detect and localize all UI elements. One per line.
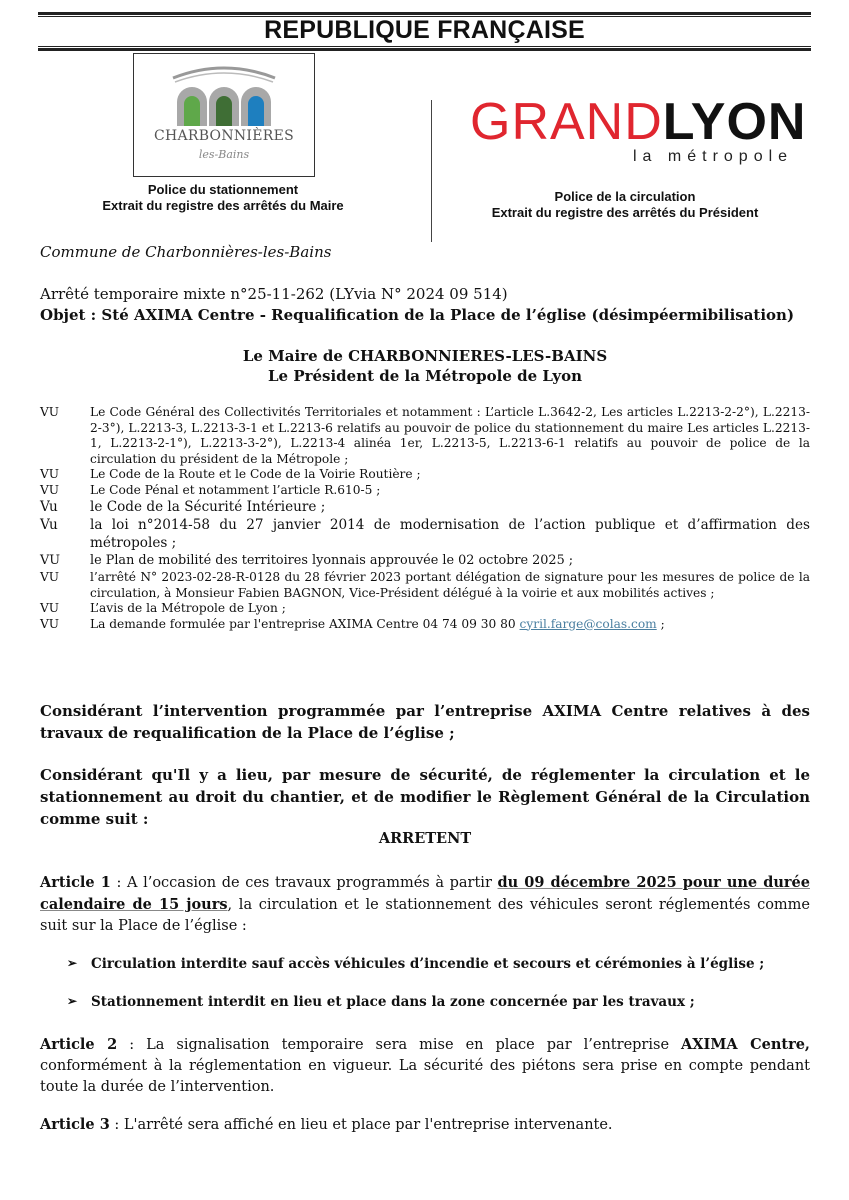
vu-text-suffix: ; bbox=[656, 616, 665, 631]
vu-key: VU bbox=[40, 467, 60, 481]
caption-line: Extrait du registre des arrêtés du Maire bbox=[102, 198, 344, 213]
arrete-number: Arrêté temporaire mixte n°25-11-262 (LYvia N° 2024 09 514) bbox=[40, 285, 508, 303]
vu-list bbox=[40, 405, 810, 632]
arrow-bullet-icon: ➢ bbox=[67, 956, 78, 970]
vu-text: le Plan de mobilité des territoires lyonnais approuvée le 02 octobre 2025 ; bbox=[90, 553, 574, 568]
vu-item bbox=[40, 516, 810, 552]
charbonnieres-logo-name: CHARBONNIÈRES bbox=[153, 128, 295, 144]
vu-item bbox=[40, 467, 810, 483]
article-1 bbox=[40, 872, 810, 937]
vu-text-main: La demande formulée par l'entreprise AXIMA Centre 04 74 09 30 80 bbox=[90, 616, 520, 631]
vu-item bbox=[40, 570, 810, 601]
vu-item bbox=[40, 617, 810, 633]
article-3 bbox=[40, 1114, 810, 1136]
vu-text bbox=[90, 617, 810, 633]
commune-label: Commune de Charbonnières-les-Bains bbox=[40, 243, 332, 261]
logo-divider bbox=[431, 100, 432, 242]
arrow-bullet-icon: ➢ bbox=[67, 994, 78, 1008]
grandlyon-logo bbox=[470, 92, 806, 152]
article-2-rest: conformément à la réglementation en vigueur. La sécurité des piétons sera prise en compte pendant toute la durée de l’intervention. bbox=[40, 1058, 810, 1095]
article-3-text: : L'arrêté sera affiché en lieu et place par l'entreprise intervenante. bbox=[109, 1117, 613, 1133]
vu-key: VU bbox=[40, 482, 60, 497]
grandlyon-logo-lyon: LYON bbox=[662, 93, 807, 151]
vu-key: VU bbox=[40, 570, 60, 584]
republique-francaise-title: REPUBLIQUE FRANÇAISE bbox=[264, 16, 585, 44]
article-3-label: Article 3 bbox=[40, 1116, 110, 1133]
caption-line: Extrait du registre des arrêtés du Président bbox=[491, 205, 759, 220]
vu-text: Le Code de la Route et le Code de la Voirie Routière ; bbox=[90, 467, 421, 481]
objet-line: Objet : Sté AXIMA Centre - Requalification de la Place de l’église (désimpéermibilisation) bbox=[40, 306, 795, 324]
vu-key: VU bbox=[40, 601, 60, 615]
grandlyon-logo-grand: GRAND bbox=[470, 93, 663, 151]
article-1-label: Article 1 bbox=[40, 874, 111, 891]
grandlyon-logo-subtitle: la métropole bbox=[633, 148, 794, 165]
article-2-label: Article 2 bbox=[40, 1036, 118, 1053]
vu-text: Le Code Général des Collectivités Territoriales et notamment : L’article L.3642-2, Les articles L.2213-2-2°), L.2213-2-3°), L.2213-3, L.2213-3-1 et L.2213-6 relatifs au pouvoir de police du stationnement du maire Les articles L.2213-1, L.2213-2-1°), L.2213-3-2°), L.2213-4 alinéa 1er, L.2213-5, L.2213-6-1 relatifs au pouvoir de police de la circulation du président de la Métropole ; bbox=[90, 405, 810, 466]
article-1-rest: , la circulation et le stationnement des véhicules seront réglementés comme suit sur la Place de l’église : bbox=[40, 897, 811, 934]
vu-text: L’avis de la Métropole de Lyon ; bbox=[90, 601, 286, 615]
vu-text: le Code de la Sécurité Intérieure ; bbox=[90, 499, 326, 515]
police-circulation-caption bbox=[460, 189, 790, 221]
title-rule bbox=[38, 48, 811, 51]
vu-text: la loi n°2014-58 du 27 janvier 2014 de modernisation de l’action publique et d’affirmation des métropoles ; bbox=[90, 517, 810, 551]
vu-item bbox=[40, 405, 810, 467]
vu-text: Le Code Pénal et notamment l’article R.610-5 ; bbox=[90, 482, 381, 497]
article-1-bullet bbox=[67, 994, 695, 1010]
title-rule-thin bbox=[38, 46, 811, 47]
vu-item bbox=[40, 601, 810, 617]
vu-text: l’arrêté N° 2023-02-28-R-0128 du 28 février 2023 portant délégation de signature pour les mesures de police de la circulation, à Monsieur Fabien BAGNON, Vice-Président délégué à la voirie et aux mobilités actives ; bbox=[90, 570, 810, 600]
article-2-intro: : La signalisation temporaire sera mise en place par l’entreprise bbox=[117, 1037, 682, 1053]
vu-item bbox=[40, 483, 810, 499]
top-rule bbox=[38, 12, 811, 15]
article-2 bbox=[40, 1034, 810, 1098]
caption-line: Police de la circulation bbox=[554, 189, 696, 204]
vu-item bbox=[40, 498, 810, 516]
arretent-heading: ARRETENT bbox=[378, 830, 472, 847]
article-1-intro: : A l’occasion de ces travaux programmés à partir bbox=[110, 875, 498, 891]
charbonnieres-logo bbox=[133, 53, 315, 177]
considerant-2: Considérant qu'Il y a lieu, par mesure de sécurité, de réglementer la circulation et le stationnement au droit du chantier, et de modifier le Règlement Général de la Circulation comme suit : bbox=[40, 766, 810, 828]
article-2-company: AXIMA Centre, bbox=[681, 1036, 810, 1053]
vu-key: VU bbox=[40, 553, 61, 568]
article-1-period: du 09 décembre 2025 pour une durée calendaire de 15 jours bbox=[40, 874, 810, 913]
considerant-1: Considérant l’intervention programmée par l’entreprise AXIMA Centre relatives à des travaux de requalification de la Place de l’église ; bbox=[40, 702, 810, 742]
caption-line: Police du stationnement bbox=[147, 182, 299, 197]
vu-key: VU bbox=[40, 405, 60, 419]
authority-block bbox=[40, 346, 810, 386]
vu-key: Vu bbox=[40, 499, 58, 515]
article-1-bullet bbox=[67, 956, 764, 972]
police-stationnement-caption bbox=[78, 182, 368, 214]
arches-icon bbox=[167, 64, 281, 126]
vu-key: Vu bbox=[40, 517, 58, 533]
charbonnieres-logo-subtitle: les-Bains bbox=[198, 148, 250, 161]
bullet-text: Stationnement interdit en lieu et place dans la zone concernée par les travaux ; bbox=[91, 994, 695, 1010]
vu-key: VU bbox=[40, 616, 60, 631]
vu-item bbox=[40, 552, 810, 570]
bullet-text: Circulation interdite sauf accès véhicules d’incendie et secours et cérémonies à l’église ; bbox=[91, 956, 765, 972]
authority-president: Le Président de la Métropole de Lyon bbox=[268, 367, 582, 385]
email-link[interactable]: cyril.farge@colas.com bbox=[519, 616, 657, 631]
authority-maire: Le Maire de CHARBONNIERES-LES-BAINS bbox=[242, 347, 608, 365]
